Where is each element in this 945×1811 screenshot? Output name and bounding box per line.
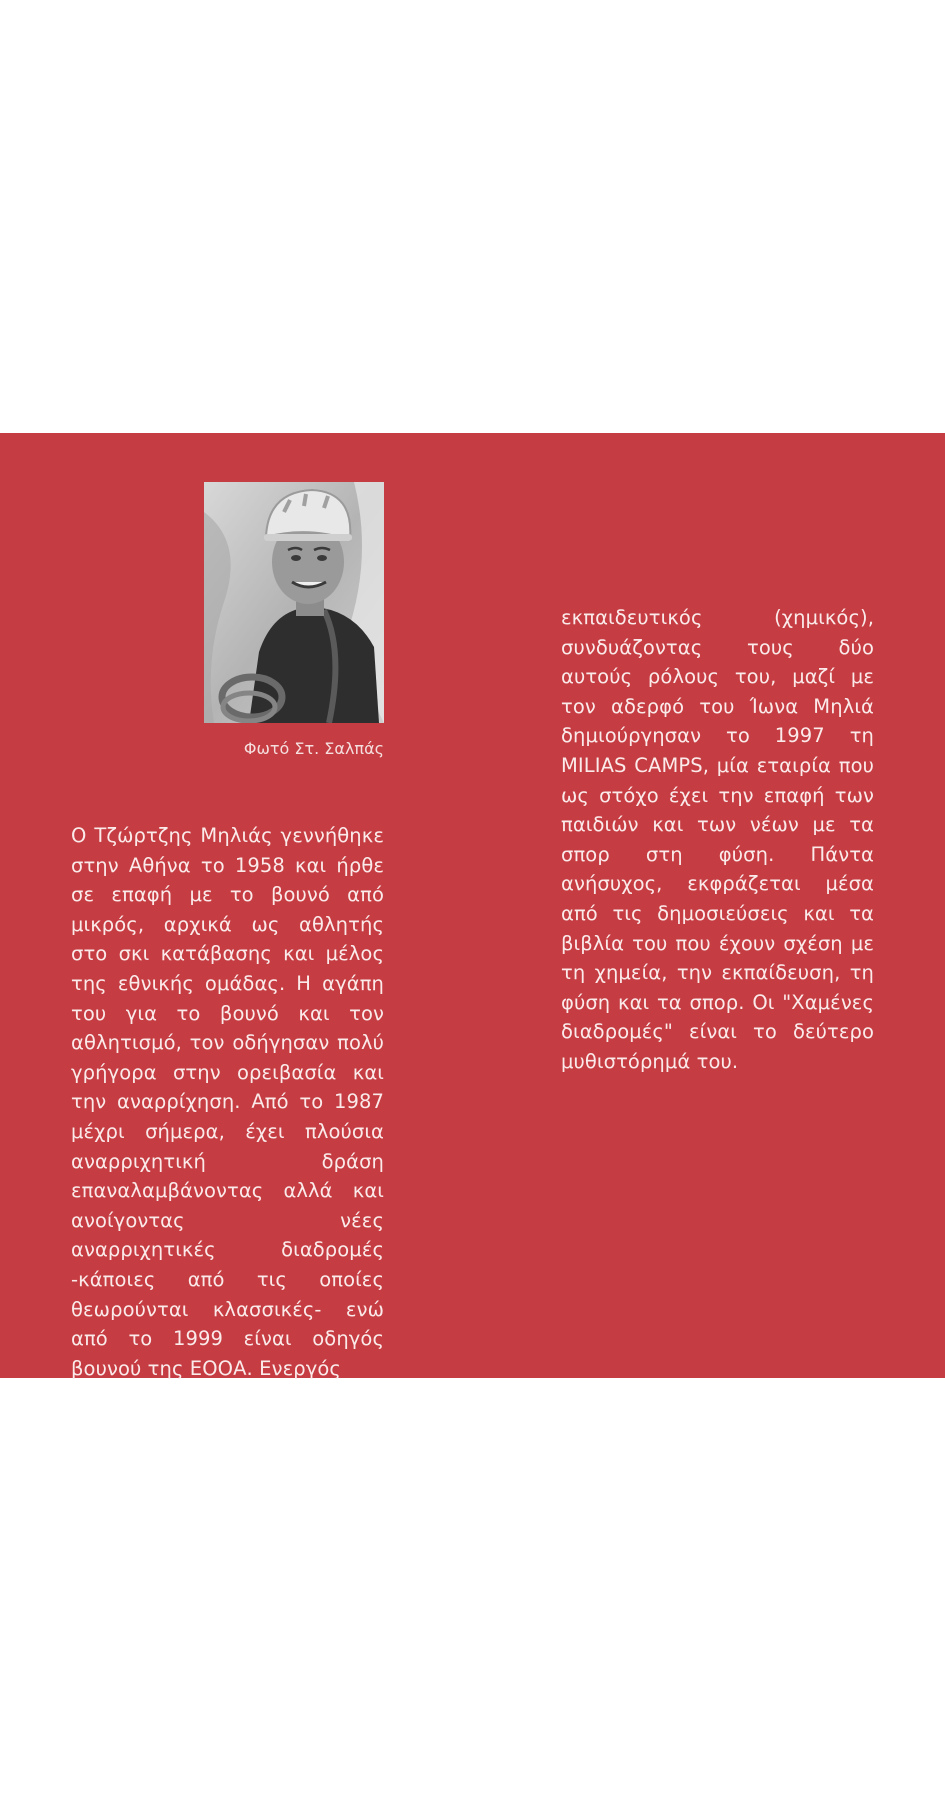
biography-paragraph-right: εκπαιδευτικός (χημικός), συνδυάζοντας τους δύο αυτούς ρόλους του, μαζί με τον αδερφό του Ίωνα Μηλιά δημιούργησαν το 1997 τη MILIAS CAMPS, μία εταιρία που ως στόχο έχει την επαφή των παιδιών και των νέων με τα σπορ στη φύση. Πάντα ανήσυχος, εκφράζεται μέσα από τις δημοσιεύσεις και τα βιβλία του που έχουν σχέση με τη χημεία, την εκπαίδευση, τη φύση και τα σπορ. Οι "Χαμένες διαδρομές" είναι το δεύτερο μυθιστόρημά του. <box>561 606 874 1073</box>
portrait-climber-icon <box>204 482 384 723</box>
biography-text-left <box>71 821 384 1383</box>
biography-text-right <box>561 603 874 1077</box>
biography-paragraph-left: Ο Τζώρτζης Μηλιάς γεννήθηκε στην Αθήνα το 1958 και ήρθε σε επαφή με το βουνό από μικρός, αρχικά ως αθλητής στο σκι κατάβασης και μέλος της εθνικής ομάδας. Η αγάπη του για το βουνό και τον αθλητισμό, τον οδήγησαν πολύ γρήγορα στην ορειβασία και την αναρρίχηση. Από το 1987 μέχρι σήμερα, έχει πλούσια αναρριχητική δράση επαναλαμβάνοντας αλλά και ανοίγοντας νέες αναρριχητικές διαδρομές -κάποιες από τις οποίες θεωρούνται κλασσικές- ενώ από το 1999 είναι οδηγός βουνού της ΕΟΟΑ. Ενεργός <box>71 824 384 1380</box>
author-photo <box>204 482 384 723</box>
photo-caption: Φωτό Στ. Σαλπάς <box>243 739 384 758</box>
